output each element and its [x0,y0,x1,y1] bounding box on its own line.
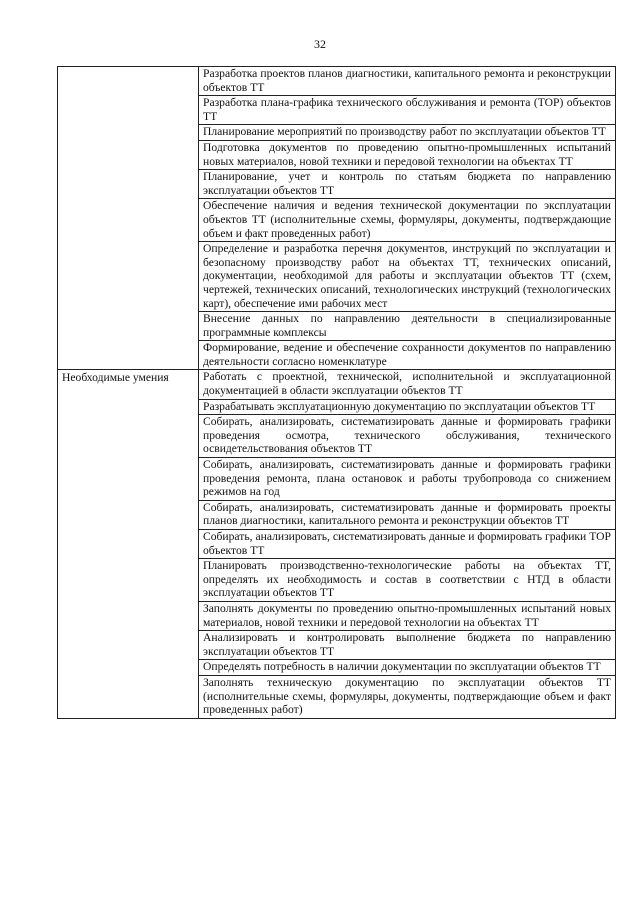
table-cell [199,601,616,630]
table-cell [199,312,616,341]
list-item: Подготовка документов по проведению опытно-промышленных испытаний новых материалов, новой техники и передовой технологии на объектах ТТ [203,140,611,168]
list-item: Планирование, учет и контроль по статьям бюджета по направлению эксплуатации объектов ТТ [203,170,611,197]
list-item: Заполнять документы по проведению опытно-промышленных испытаний новых материалов, новой техники и передовой технологии на объектах ТТ [203,601,611,629]
table-cell [199,631,616,660]
list-item: Разрабатывать эксплуатационную документацию по эксплуатации объектов ТТ [203,399,596,413]
list-item: Внесение данных по направлению деятельности в специализированные программные комплексы [203,312,611,339]
table-cell [199,500,616,529]
table-cell [199,399,616,415]
table-cell [199,530,616,559]
list-item: Собирать, анализировать, систематизировать данные и формировать графики проведения ремонта, плана остановок и работы трубопровода со снижением режимов на год [203,458,611,499]
list-item: Собирать, анализировать, систематизировать данные и формировать проекты планов диагностики, капитального ремонта и реконструкции объектов ТТ [203,500,611,528]
table-row [58,67,616,96]
list-item: Обеспечение наличия и ведения технической документации по эксплуатации объектов ТТ (исполнительные схемы, формуляры, документы, подтверждающие объем и факт проведенных работ) [203,199,611,240]
table-cell [199,415,616,458]
table-cell [199,559,616,602]
table-cell [199,660,616,676]
list-item: Работать с проектной, технической, исполнительной и эксплуатационной документацией в области эксплуатации объектов ТТ [203,370,611,398]
table-cell [199,458,616,501]
table-cell [199,170,616,199]
section-label-top [58,67,199,370]
list-item: Планировать производственно-технологические работы на объектах ТТ, определять их необходимость и состав в соответствии с НТД в области эксплуатации объектов ТТ [203,559,611,600]
list-item: Определение и разработка перечня документов, инструкций по эксплуатации и безопасному производству работ на объектах ТТ, технических описаний, документации, необходимой для работы и эксплуатации объектов ТТ (схем, чертежей, технических описаний, технологических инструкций (технологических карт), обеспечение ими рабочих мест [203,242,611,310]
table-cell [199,341,616,370]
table-cell [199,675,616,718]
list-item: Собирать, анализировать, систематизировать данные и формировать графики проведения осмотра, технического обслуживания, технического освидетельствования объектов ТТ [203,415,611,456]
table-cell [199,199,616,242]
table-cell [199,140,616,169]
table-row [58,370,616,399]
list-item: Собирать, анализировать, систематизировать данные и формировать графики ТОР объектов ТТ [203,530,611,557]
table-cell [199,67,616,96]
table-cell [199,125,616,141]
list-item: Заполнять техническую документацию по эксплуатации объектов ТТ (исполнительные схемы, формуляры, документы, подтверждающие объем и факт проведенных работ) [203,675,611,717]
list-item: Формирование, ведение и обеспечение сохранности документов по направлению деятельности согласно номенклатуре [203,341,611,368]
list-item: Планирование мероприятий по производству работ по эксплуатации объектов ТТ [203,125,606,139]
page-number: 32 [314,37,326,51]
requirements-table [57,66,616,719]
list-item: Определять потребность в наличии документации по эксплуатации объектов ТТ [203,660,601,674]
list-item: Анализировать и контролировать выполнение бюджета по направлению эксплуатации объектов ТТ [203,631,611,658]
table-cell [199,370,616,399]
section-label-skills: Необходимые умения [58,370,199,718]
table-cell [199,96,616,125]
table-cell [199,242,616,312]
list-item: Разработка проектов планов диагностики, капитального ремонта и реконструкции объектов ТТ [203,67,611,94]
list-item: Разработка плана-графика технического обслуживания и ремонта (ТОР) объектов ТТ [203,96,611,123]
